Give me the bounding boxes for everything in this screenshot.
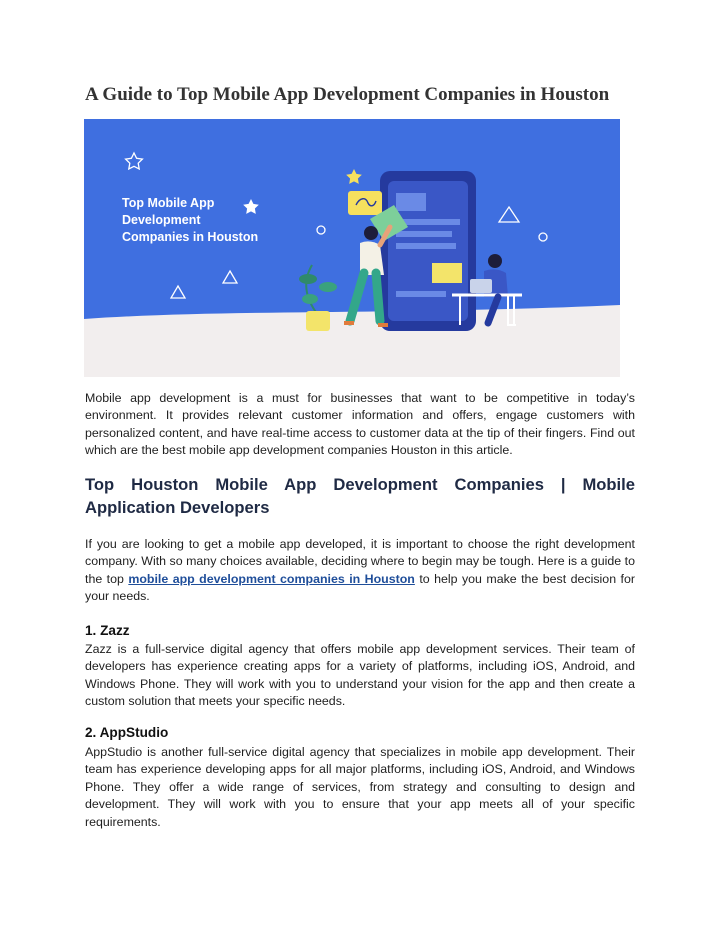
section-heading-line-2: Application Developers: [85, 498, 270, 517]
guide-paragraph-text-before: If you are looking to get a mobile app developed, it is important to choose the right development company. With so many choices available, deciding where to begin may be tough. Here is a guide to the top: [85, 537, 635, 586]
banner-illustration: [84, 119, 620, 377]
banner-graphic: [84, 119, 620, 377]
company-description-appstudio: AppStudio is another full-service digital agency that specializes in mobile app development. Their team has experience developing apps for all major platforms, including iOS, Android, and Windows Phone. They offer a wide range of services, from strategy and consulting to design and development. They will work with you to ensure that your app meets all of your specific requirements.: [85, 745, 635, 829]
company-heading-zazz: 1. Zazz: [85, 623, 130, 638]
guide-paragraph-text-after: to help you make the best decision for your needs.: [85, 571, 635, 604]
banner-heading-line-2: Development: [122, 213, 201, 227]
page-title: A Guide to Top Mobile App Development Companies in Houston: [85, 84, 610, 105]
houston-companies-link[interactable]: mobile app development companies in Houston: [128, 571, 415, 586]
banner-heading-line-3: Companies in Houston: [122, 230, 259, 244]
phone-illustration: [380, 171, 476, 331]
intro-paragraph: Mobile app development is a must for businesses that want to be competitive in today’s environment. It provides relevant customer information and offers, engage customers with personalized content, and have real-time access to customer data at the tip of their fingers. Find out which are the best mobile app development companies Houston in this article.: [85, 391, 635, 458]
guide-paragraph: [85, 536, 635, 606]
banner-heading-line-1: Top Mobile App: [122, 196, 215, 210]
section-heading: [85, 473, 635, 519]
company-description-zazz: Zazz is a full-service digital agency that offers mobile app development services. Their team of developers has experience creating apps for a variety of platforms, including iOS, Android, and Windows Phone. They will work with you to understand your vision for the app and then create a custom solution that meets your specific needs.: [85, 642, 635, 709]
chat-bubble-icon: [348, 191, 382, 215]
section-heading-line-1: Top Houston Mobile App Development Companies | Mobile: [85, 475, 635, 494]
company-heading-appstudio: 2. AppStudio: [85, 725, 169, 740]
